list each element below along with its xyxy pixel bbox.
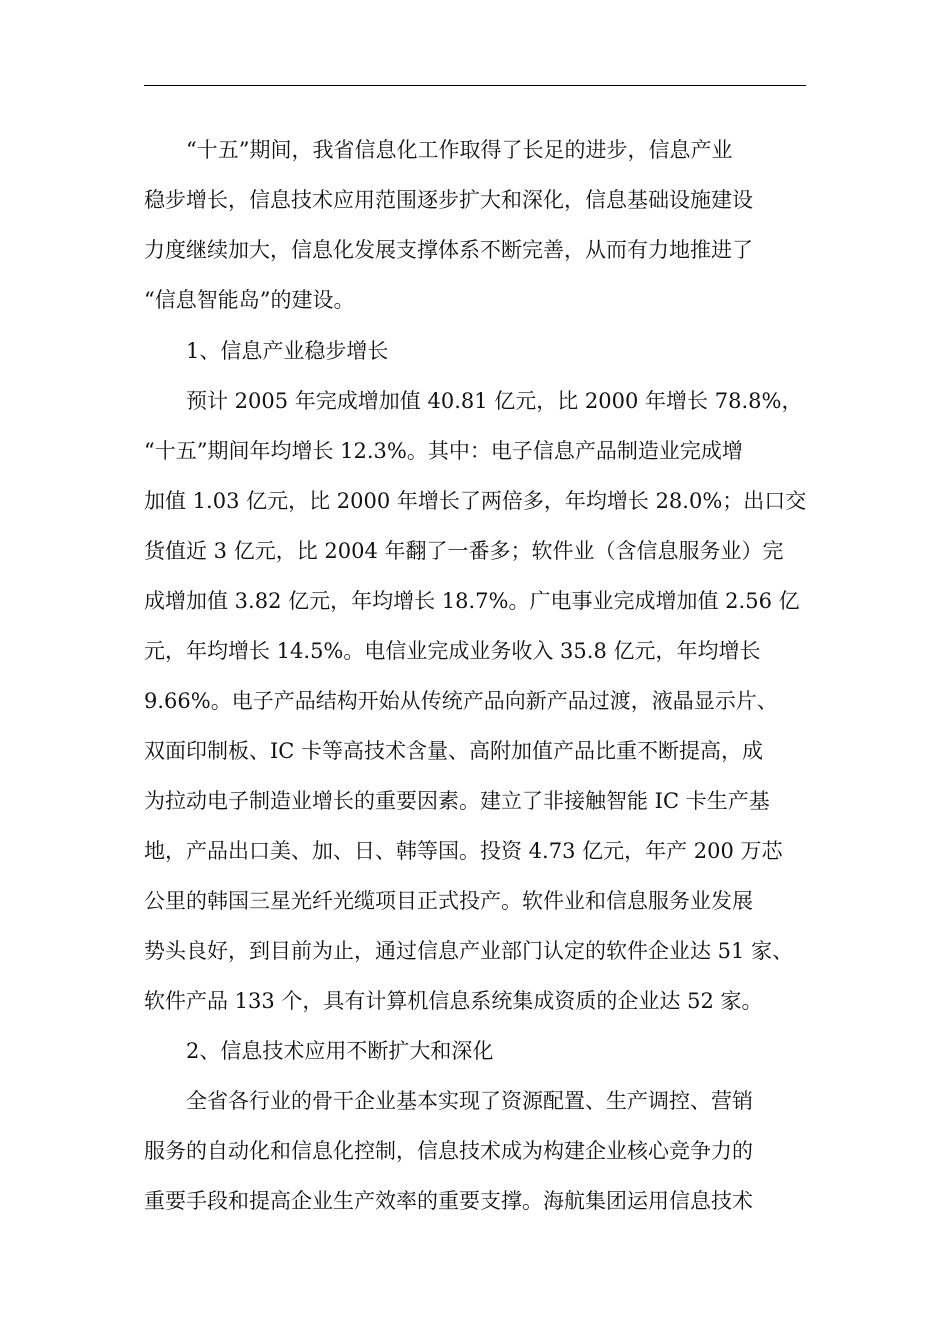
paragraph-application-line-2: 服务的自动化和信息化控制，信息技术成为构建企业核心竞争力的 <box>144 1139 753 1163</box>
paragraph-industry-line-11: 公里的韩国三星光纤光缆项目正式投产。软件业和信息服务业发展 <box>144 889 753 913</box>
paragraph-industry-line-3: 加值 1.03 亿元，比 2000 年增长了两倍多，年均增长 28.0%；出口交 <box>144 489 807 513</box>
paragraph-industry-line-2: “十五”期间年均增长 12.3%。其中：电子信息产品制造业完成增 <box>144 439 743 463</box>
paragraph-intro-line-1: “十五”期间，我省信息化工作取得了长足的进步，信息产业 <box>186 138 733 162</box>
paragraph-industry-line-7: 9.66%。电子产品结构开始从传统产品向新产品过渡，液晶显示片、 <box>144 689 778 713</box>
paragraph-application-line-3: 重要手段和提高企业生产效率的重要支撑。海航集团运用信息技术 <box>144 1189 753 1213</box>
paragraph-intro-line-2: 稳步增长，信息技术应用范围逐步扩大和深化，信息基础设施建设 <box>144 188 753 212</box>
paragraph-industry-line-1: 预计 2005 年完成增加值 40.81 亿元，比 2000 年增长 78.8%， <box>186 389 803 413</box>
section-heading-2: 2、信息技术应用不断扩大和深化 <box>186 1039 494 1063</box>
section-heading-1: 1、信息产业稳步增长 <box>186 339 389 363</box>
paragraph-industry-line-5: 成增加值 3.82 亿元，年均增长 18.7%。广电事业完成增加值 2.56 亿 <box>144 589 800 613</box>
paragraph-intro-line-4: “信息智能岛”的建设。 <box>144 288 355 312</box>
paragraph-intro-line-3: 力度继续加大，信息化发展支撑体系不断完善，从而有力地推进了 <box>144 238 753 262</box>
paragraph-industry-line-9: 为拉动电子制造业增长的重要因素。建立了非接触智能 IC 卡生产基 <box>144 789 770 813</box>
paragraph-application-line-1: 全省各行业的骨干企业基本实现了资源配置、生产调控、营销 <box>186 1089 753 1113</box>
header-rule <box>144 85 806 86</box>
paragraph-industry-line-10: 地，产品出口美、加、日、韩等国。投资 4.73 亿元，年产 200 万芯 <box>144 839 783 863</box>
paragraph-industry-line-12: 势头良好，到目前为止，通过信息产业部门认定的软件企业达 51 家、 <box>144 939 794 963</box>
paragraph-industry-line-8: 双面印制板、IC 卡等高技术含量、高附加值产品比重不断提高，成 <box>144 739 764 763</box>
paragraph-industry-line-4: 货值近 3 亿元，比 2004 年翻了一番多；软件业（含信息服务业）完 <box>144 539 784 563</box>
paragraph-industry-line-13: 软件产品 133 个，具有计算机信息系统集成资质的企业达 52 家。 <box>144 989 763 1013</box>
paragraph-industry-line-6: 元，年均增长 14.5%。电信业完成业务收入 35.8 亿元，年均增长 <box>144 639 761 663</box>
